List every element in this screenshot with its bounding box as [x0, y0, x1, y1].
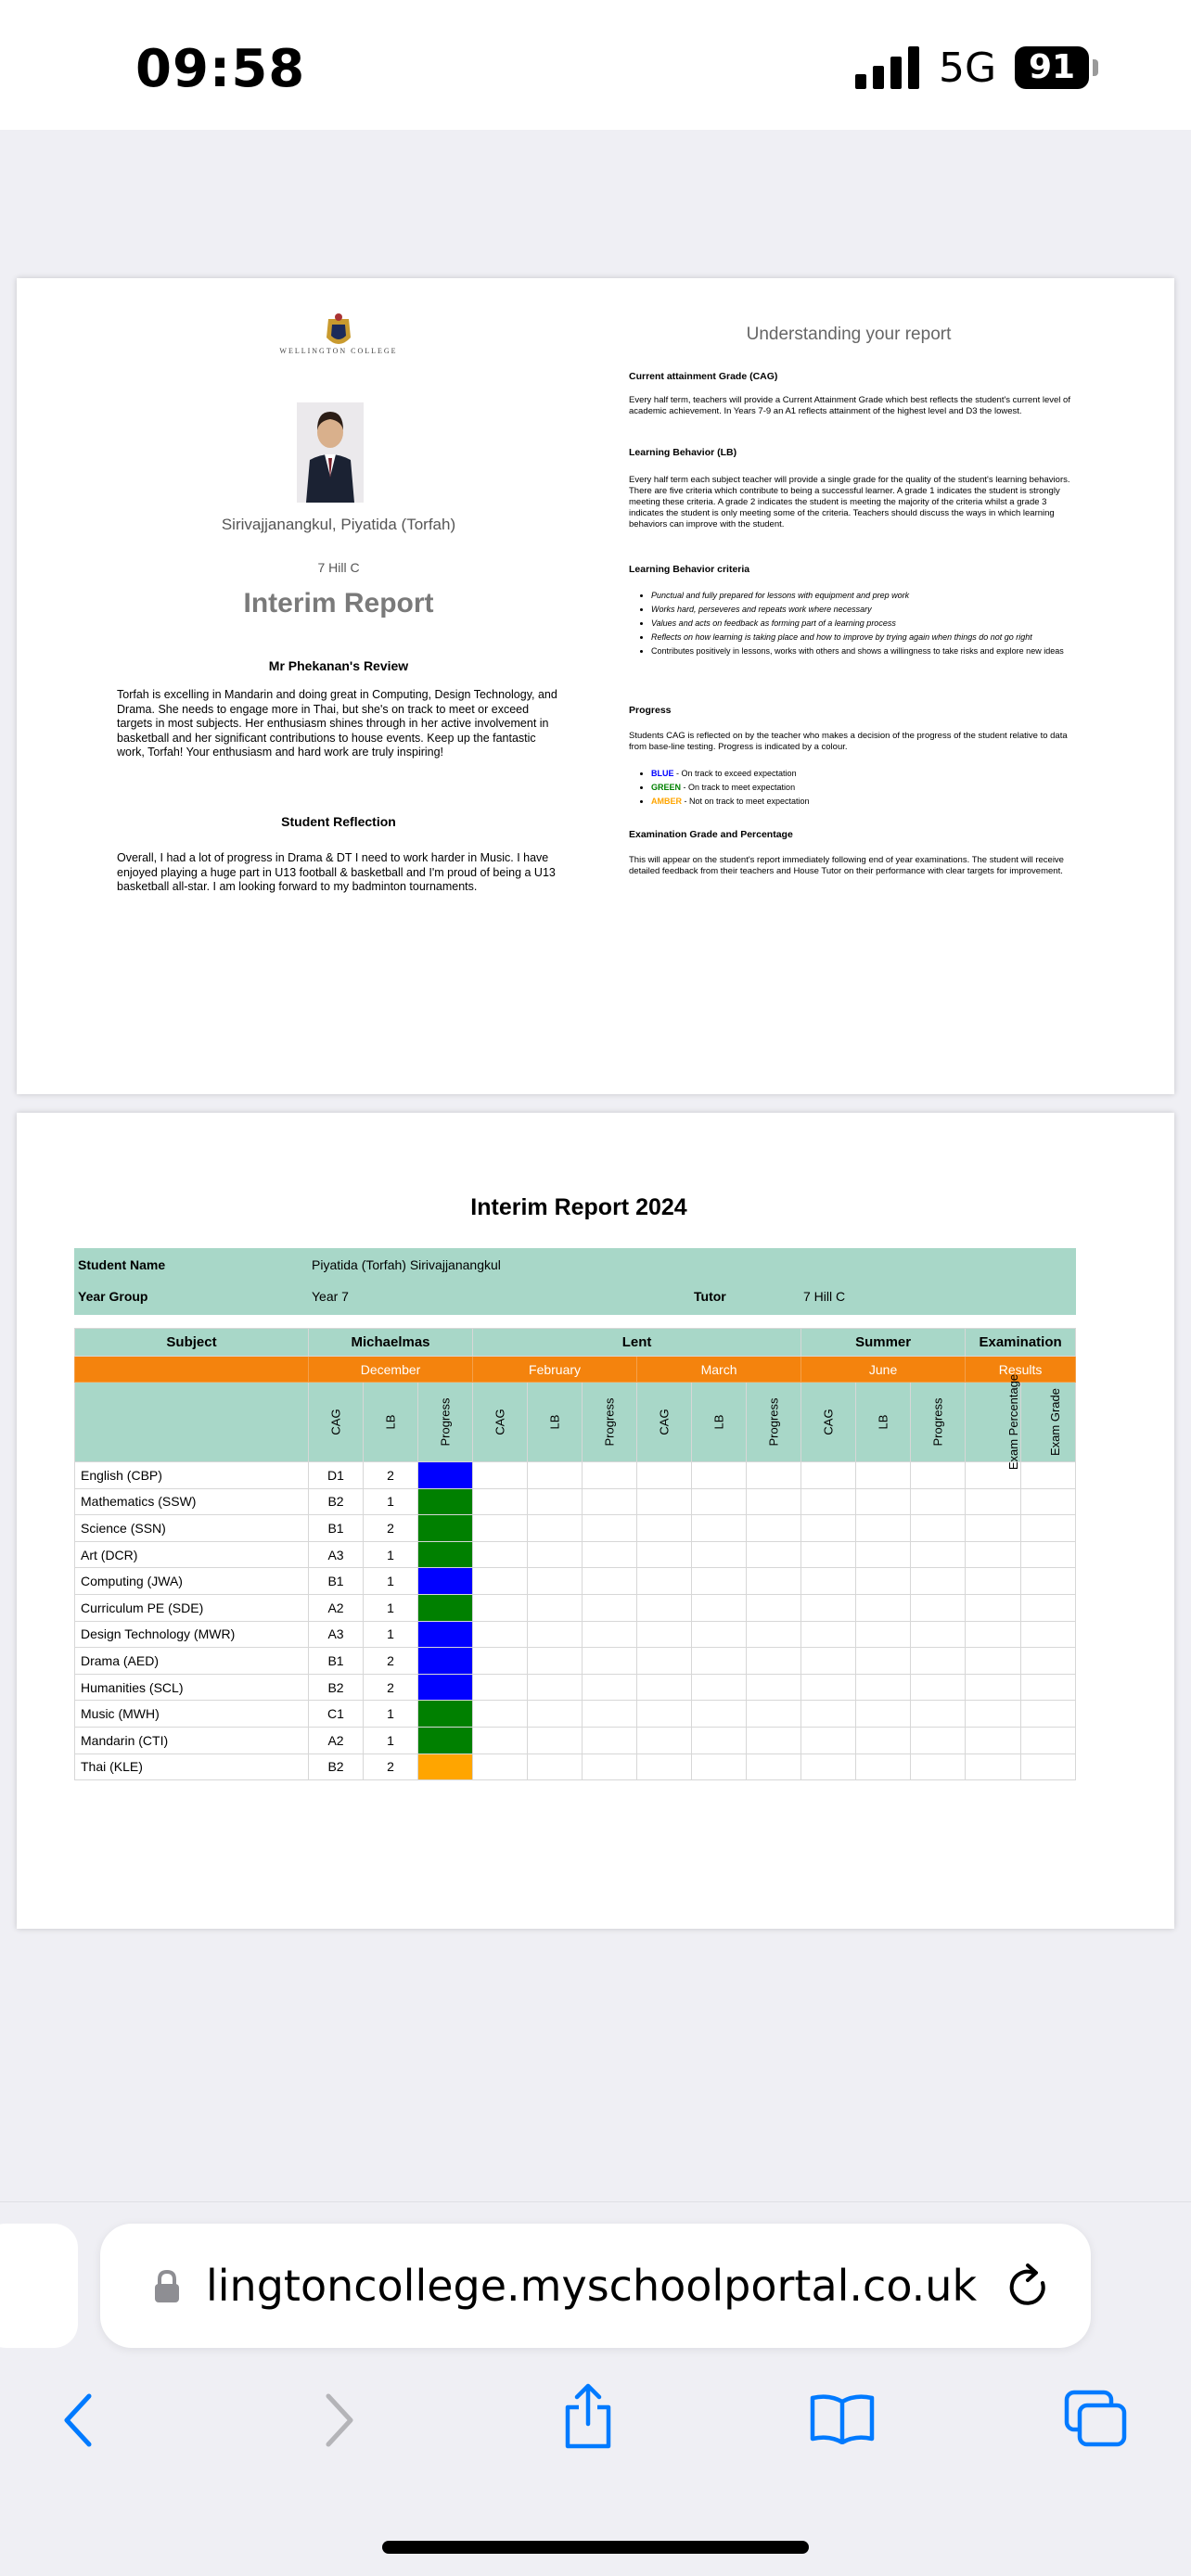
empty-cell [583, 1727, 637, 1753]
empty-cell [747, 1753, 801, 1780]
empty-cell [1021, 1648, 1076, 1675]
empty-cell [966, 1727, 1021, 1753]
empty-cell [747, 1515, 801, 1542]
cag-cell: D1 [309, 1462, 364, 1489]
empty-cell [747, 1701, 801, 1728]
header-lent: Lent [473, 1329, 801, 1357]
cag-cell: B2 [309, 1674, 364, 1701]
empty-cell [856, 1462, 911, 1489]
subject-cell: Mandarin (CTI) [75, 1727, 309, 1753]
empty-cell [801, 1515, 856, 1542]
empty-cell [966, 1621, 1021, 1648]
progress-cell [418, 1753, 473, 1780]
progress-text: Students CAG is reflected on by the teacher who makes a decision of the progress of the student relative to data from base-line testing. Progress is indicated by a colour. [629, 731, 1068, 752]
progress-heading: Progress [629, 705, 672, 716]
header-examination: Examination [966, 1329, 1076, 1357]
cag-cell: B2 [309, 1488, 364, 1515]
tutor-label: Tutor [694, 1289, 726, 1304]
header-cag: CAG [473, 1383, 528, 1462]
status-bar [0, 0, 1191, 130]
empty-cell [1021, 1594, 1076, 1621]
table-row [75, 1727, 1076, 1753]
empty-cell [528, 1701, 583, 1728]
empty-cell [801, 1594, 856, 1621]
lb-text: Every half term each subject teacher will provide a single grade for the quality of the student's learning behaviors. There are five criteria which contribute to being a successful learner. A grade 1 indicates the student is strongly meeting these criteria. A grade 2 indicates the student is meeting the majority of the criteria whilst a grade 3 indicates the student is only meeting some of the criteria. Teachers should discuss the ways in which learning behaviors can improve with the student. [629, 475, 1070, 529]
lb-cell: 2 [364, 1515, 418, 1542]
progress-cell [418, 1621, 473, 1648]
empty-cell [911, 1648, 966, 1675]
empty-cell [747, 1541, 801, 1568]
empty-cell [856, 1541, 911, 1568]
empty-cell [1021, 1727, 1076, 1753]
cag-cell: B2 [309, 1753, 364, 1780]
subject-cell: Thai (KLE) [75, 1753, 309, 1780]
empty-cell [637, 1594, 692, 1621]
lbc-list [651, 590, 1074, 659]
header-cag: CAG [637, 1383, 692, 1462]
empty-cell [528, 1515, 583, 1542]
lb-cell: 2 [364, 1648, 418, 1675]
lb-cell: 1 [364, 1701, 418, 1728]
school-crest-icon [312, 313, 365, 371]
empty-cell [637, 1462, 692, 1489]
empty-cell [528, 1488, 583, 1515]
lb-cell: 1 [364, 1488, 418, 1515]
empty-cell [1021, 1674, 1076, 1701]
empty-cell [692, 1541, 747, 1568]
cag-cell: A2 [309, 1727, 364, 1753]
cag-cell: A3 [309, 1621, 364, 1648]
empty-cell [473, 1568, 528, 1595]
empty-cell [747, 1621, 801, 1648]
empty-cell [692, 1753, 747, 1780]
header-progress: Progress [747, 1383, 801, 1462]
empty-cell [911, 1488, 966, 1515]
empty-cell [583, 1648, 637, 1675]
url-text[interactable]: lingtoncollege.myschoolportal.co.uk [206, 2261, 978, 2311]
empty-cell [637, 1648, 692, 1675]
empty-cell [966, 1568, 1021, 1595]
header-lb: LB [856, 1383, 911, 1462]
subject-cell: Design Technology (MWR) [75, 1621, 309, 1648]
empty-cell [473, 1727, 528, 1753]
subject-cell: Art (DCR) [75, 1541, 309, 1568]
empty-cell [911, 1674, 966, 1701]
empty-cell [583, 1462, 637, 1489]
student-name: Sirivajjanangkul, Piyatida (Torfah) [221, 516, 456, 533]
empty-cell [528, 1621, 583, 1648]
subject-cell: Music (MWH) [75, 1701, 309, 1728]
battery-icon: 91 [1015, 46, 1089, 89]
subject-cell: Humanities (SCL) [75, 1674, 309, 1701]
table-row [75, 1753, 1076, 1780]
empty-cell [692, 1568, 747, 1595]
empty-cell [801, 1488, 856, 1515]
progress-cell [418, 1568, 473, 1595]
empty-cell [473, 1621, 528, 1648]
empty-cell [856, 1674, 911, 1701]
empty-cell [583, 1753, 637, 1780]
subject-cell: Curriculum PE (SDE) [75, 1594, 309, 1621]
review-text: Torfah is excelling in Mandarin and doing great in Computing, Design Technology, and Drama. She needs to engage more in Thai, but she's on track to meet or exceed targets in most subjects. Her enthusiasm shines through in her active involvement in basketball and her significant contributions to house events. Keep up the fantastic work, Torfah! Your enthusiasm and hard work are truly inspiring! [117, 688, 557, 759]
home-indicator [382, 2541, 809, 2554]
progress-cell [418, 1701, 473, 1728]
empty-cell [528, 1648, 583, 1675]
empty-cell [966, 1648, 1021, 1675]
cag-cell: A2 [309, 1594, 364, 1621]
empty-cell [692, 1674, 747, 1701]
lb-heading: Learning Behavior (LB) [629, 447, 737, 458]
empty-cell [856, 1594, 911, 1621]
empty-cell [801, 1648, 856, 1675]
empty-cell [637, 1568, 692, 1595]
table-row [75, 1674, 1076, 1701]
reflection-text: Overall, I had a lot of progress in Drama & DT I need to work harder in Music. I have enjoyed playing a huge part in U13 football & basketball and I'm proud of being a U13 basketball all-star. I am looking forward to my badminton tournaments. [117, 851, 556, 893]
empty-cell [966, 1541, 1021, 1568]
empty-cell [583, 1568, 637, 1595]
exam-text: This will appear on the student's report immediately following end of year examinations. The student will receive detailed feedback from their teachers and House Tutor on their performance with clear targets for improvement. [629, 855, 1064, 876]
subject-cell: Mathematics (SSW) [75, 1488, 309, 1515]
student-photo [297, 402, 364, 503]
lb-cell: 1 [364, 1594, 418, 1621]
empty-cell [801, 1621, 856, 1648]
header-michaelmas: Michaelmas [309, 1329, 473, 1357]
lbc-heading: Learning Behavior criteria [629, 564, 750, 575]
empty-cell [856, 1488, 911, 1515]
lb-cell: 1 [364, 1727, 418, 1753]
empty-cell [911, 1515, 966, 1542]
progress-key-green: • GREEN - On track to meet expectation [651, 782, 1074, 793]
forward-icon[interactable] [321, 2392, 358, 2448]
lb-cell: 2 [364, 1674, 418, 1701]
table-row [75, 1462, 1076, 1489]
empty-cell [747, 1568, 801, 1595]
header-subject: Subject [75, 1329, 309, 1357]
reload-icon[interactable] [1005, 2263, 1052, 2311]
header-december: December [309, 1357, 473, 1383]
subject-cell: Computing (JWA) [75, 1568, 309, 1595]
review-heading: Mr Phekanan's Review [268, 658, 409, 673]
header-progress: Progress [418, 1383, 473, 1462]
empty-cell [747, 1648, 801, 1675]
table-row [75, 1648, 1076, 1675]
empty-cell [801, 1753, 856, 1780]
year-group-label: Year Group [78, 1289, 148, 1304]
table-row [75, 1701, 1076, 1728]
header-progress: Progress [911, 1383, 966, 1462]
subject-cell: Science (SSN) [75, 1515, 309, 1542]
empty-cell [473, 1701, 528, 1728]
empty-cell [473, 1594, 528, 1621]
empty-cell [1021, 1515, 1076, 1542]
header-lb: LB [528, 1383, 583, 1462]
bookmarks-icon[interactable] [809, 2392, 876, 2444]
lock-icon [154, 2270, 180, 2303]
student-name-value: Piyatida (Torfah) Sirivajjanangkul [312, 1257, 501, 1272]
cag-cell: B1 [309, 1568, 364, 1595]
battery-nub [1093, 59, 1098, 76]
cag-cell: A3 [309, 1541, 364, 1568]
empty-cell [692, 1648, 747, 1675]
header-results: Results [966, 1357, 1076, 1383]
progress-key-list [651, 768, 1074, 810]
lb-cell: 1 [364, 1541, 418, 1568]
empty-cell [856, 1621, 911, 1648]
progress-cell [418, 1515, 473, 1542]
empty-cell [747, 1727, 801, 1753]
empty-cell [801, 1727, 856, 1753]
clock: 09:58 [135, 39, 306, 99]
exam-heading: Examination Grade and Percentage [629, 829, 793, 840]
share-icon[interactable] [560, 2383, 616, 2450]
cag-text: Every half term, teachers will provide a Current Attainment Grade which best reflects the student's current level of academic achievement. In Years 7-9 an A1 reflects attainment of the highest level and D3 the lowest. [629, 395, 1070, 416]
header-february: February [473, 1357, 637, 1383]
header-june: June [801, 1357, 966, 1383]
understanding-title: Understanding your report [746, 325, 952, 344]
header-progress: Progress [583, 1383, 637, 1462]
table-row [75, 1515, 1076, 1542]
empty-cell [966, 1594, 1021, 1621]
empty-cell [1021, 1541, 1076, 1568]
empty-cell [1021, 1753, 1076, 1780]
reflection-heading: Student Reflection [281, 814, 396, 829]
empty-cell [1021, 1462, 1076, 1489]
progress-key-blue: • BLUE - On track to exceed expectation [651, 768, 1074, 779]
list-item: • Works hard, perseveres and repeats work where necessary [651, 604, 1074, 615]
lb-cell: 1 [364, 1568, 418, 1595]
progress-cell [418, 1594, 473, 1621]
empty-cell [528, 1568, 583, 1595]
empty-cell [528, 1674, 583, 1701]
table-row [75, 1488, 1076, 1515]
table-row [75, 1541, 1076, 1568]
empty-cell [528, 1541, 583, 1568]
grades-title: Interim Report 2024 [470, 1194, 687, 1220]
progress-cell [418, 1648, 473, 1675]
empty-cell [747, 1488, 801, 1515]
empty-cell [911, 1753, 966, 1780]
empty-cell [692, 1621, 747, 1648]
student-name-label: Student Name [78, 1257, 166, 1272]
empty-cell [1021, 1488, 1076, 1515]
empty-cell [692, 1515, 747, 1542]
cag-cell: C1 [309, 1701, 364, 1728]
year-group-value: Year 7 [312, 1289, 349, 1304]
empty-cell [528, 1462, 583, 1489]
empty-cell [1021, 1621, 1076, 1648]
progress-key-amber: • AMBER - Not on track to meet expectation [651, 796, 1074, 807]
empty-cell [911, 1462, 966, 1489]
empty-cell [692, 1462, 747, 1489]
lb-cell: 2 [364, 1462, 418, 1489]
header-cag: CAG [801, 1383, 856, 1462]
previous-tab-preview[interactable] [0, 2224, 78, 2348]
empty-cell [473, 1488, 528, 1515]
empty-cell [528, 1594, 583, 1621]
empty-cell [911, 1568, 966, 1595]
header-blank [75, 1357, 309, 1383]
empty-cell [692, 1488, 747, 1515]
empty-cell [473, 1753, 528, 1780]
list-item: • Reflects on how learning is taking place and how to improve by trying again when things do not go right [651, 631, 1074, 643]
back-icon[interactable] [59, 2392, 96, 2448]
empty-cell [747, 1674, 801, 1701]
empty-cell [1021, 1568, 1076, 1595]
empty-cell [473, 1648, 528, 1675]
table-row [75, 1621, 1076, 1648]
empty-cell [637, 1674, 692, 1701]
student-info-panel [74, 1248, 1076, 1315]
empty-cell [747, 1462, 801, 1489]
empty-cell [473, 1515, 528, 1542]
empty-cell [583, 1541, 637, 1568]
progress-cell [418, 1541, 473, 1568]
year-group: 7 Hill C [317, 560, 360, 575]
empty-cell [583, 1701, 637, 1728]
empty-cell [692, 1594, 747, 1621]
progress-cell [418, 1674, 473, 1701]
empty-cell [966, 1488, 1021, 1515]
header-lb: LB [364, 1383, 418, 1462]
list-item: • Contributes positively in lessons, works with others and shows a willingness to take risks and explore new ideas [651, 645, 1074, 657]
lb-cell: 1 [364, 1621, 418, 1648]
empty-cell [583, 1488, 637, 1515]
empty-cell [583, 1674, 637, 1701]
empty-cell [801, 1674, 856, 1701]
empty-cell [966, 1515, 1021, 1542]
empty-cell [583, 1594, 637, 1621]
empty-cell [528, 1727, 583, 1753]
empty-cell [856, 1568, 911, 1595]
progress-cell [418, 1488, 473, 1515]
signal-icon [855, 46, 922, 89]
empty-cell [637, 1753, 692, 1780]
cag-cell: B1 [309, 1648, 364, 1675]
table-row [75, 1568, 1076, 1595]
empty-cell [637, 1727, 692, 1753]
empty-cell [473, 1541, 528, 1568]
header-exam-percentage: Exam Percentage [966, 1383, 1021, 1462]
header-march: March [637, 1357, 801, 1383]
header-summer: Summer [801, 1329, 966, 1357]
empty-cell [966, 1753, 1021, 1780]
empty-cell [856, 1727, 911, 1753]
empty-cell [692, 1727, 747, 1753]
empty-cell [911, 1541, 966, 1568]
network-type: 5G [939, 45, 997, 92]
empty-cell [637, 1541, 692, 1568]
cag-cell: B1 [309, 1515, 364, 1542]
progress-cell [418, 1462, 473, 1489]
empty-cell [692, 1701, 747, 1728]
subject-cell: Drama (AED) [75, 1648, 309, 1675]
empty-cell [801, 1701, 856, 1728]
report-title: Interim Report [243, 588, 434, 618]
empty-cell [528, 1753, 583, 1780]
header-blank [75, 1383, 309, 1462]
header-exam-grade: Exam Grade [1021, 1383, 1076, 1462]
tutor-value: 7 Hill C [803, 1289, 846, 1304]
cag-heading: Current attainment Grade (CAG) [629, 371, 778, 382]
header-cag: CAG [309, 1383, 364, 1462]
empty-cell [637, 1701, 692, 1728]
progress-cell [418, 1727, 473, 1753]
empty-cell [911, 1727, 966, 1753]
empty-cell [856, 1648, 911, 1675]
grades-table [74, 1328, 1076, 1780]
empty-cell [911, 1701, 966, 1728]
header-lb: LB [692, 1383, 747, 1462]
empty-cell [911, 1594, 966, 1621]
empty-cell [583, 1621, 637, 1648]
empty-cell [911, 1621, 966, 1648]
empty-cell [966, 1701, 1021, 1728]
empty-cell [747, 1594, 801, 1621]
empty-cell [473, 1462, 528, 1489]
empty-cell [473, 1674, 528, 1701]
empty-cell [801, 1462, 856, 1489]
school-name: WELLINGTON COLLEGE [279, 347, 398, 355]
empty-cell [856, 1753, 911, 1780]
empty-cell [856, 1515, 911, 1542]
table-row [75, 1594, 1076, 1621]
empty-cell [637, 1621, 692, 1648]
empty-cell [966, 1674, 1021, 1701]
empty-cell [637, 1515, 692, 1542]
empty-cell [801, 1568, 856, 1595]
list-item: • Punctual and fully prepared for lessons with equipment and prep work [651, 590, 1074, 601]
list-item: • Values and acts on feedback as forming part of a learning process [651, 618, 1074, 629]
empty-cell [583, 1515, 637, 1542]
subject-cell: English (CBP) [75, 1462, 309, 1489]
empty-cell [1021, 1701, 1076, 1728]
empty-cell [856, 1701, 911, 1728]
lb-cell: 2 [364, 1753, 418, 1780]
tabs-icon[interactable] [1063, 2389, 1128, 2448]
empty-cell [637, 1488, 692, 1515]
empty-cell [801, 1541, 856, 1568]
